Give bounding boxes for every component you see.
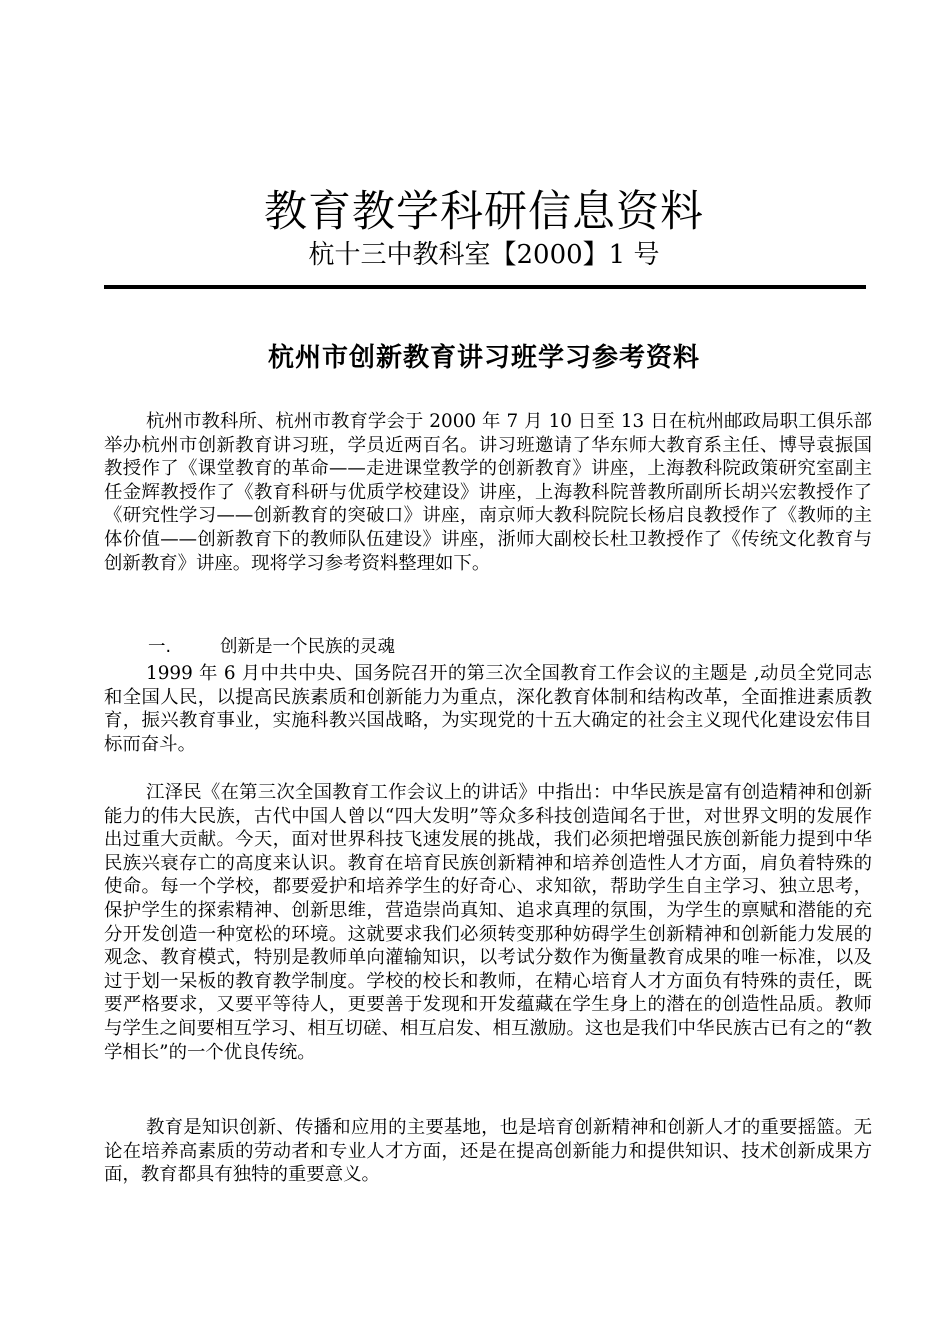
issue-number: 杭十三中教科室【2000】1 号 — [308, 240, 660, 270]
intro-paragraph: 杭州市教科所、杭州市教育学会于 2000 年 7 月 10 日至 13 日在杭州邮政局职工俱乐部举办杭州市创新教育讲习班，学员近两百名。讲习班邀请了华东师大教育系主任、博导袁振国教授作了《课堂教育的革命——走进课堂教学的创新教育》讲座，上海教科院政策研究室副主任金辉教授作了《教育科研与优质学校建设》讲座，上海教科院普教所副所长胡兴宏教授作了《研究性学习——创新教育的突破口》讲座，南京师大教科院院长杨启良教授作了《教师的主体价值——创新教育下的教师队伍建设》讲座，浙师大副校长杜卫教授作了《传统文化教育与创新教育》讲座。现将学习参考资料整理如下。 — [104, 411, 872, 574]
section-number: 一. — [148, 637, 172, 657]
header-divider — [104, 285, 866, 289]
body-paragraph: 教育是知识创新、传播和应用的主要基地，也是培育创新精神和创新人才的重要摇篮。无论在培养高素质的劳动者和专业人才方面，还是在提高创新能力和提供知识、技术创新成果方面，教育都具有独特的重要意义。 — [104, 1117, 872, 1186]
article-title: 杭州市创新教育讲习班学习参考资料 — [267, 343, 700, 373]
document-title: 教育教学科研信息资料 — [264, 187, 704, 237]
body-paragraph: 江泽民《在第三次全国教育工作会议上的讲话》中指出：中华民族是富有创造精神和创新能力的伟大民族，古代中国人曾以“四大发明”等众多科技创造闻名于世，对世界文明的发展作出过重大贡献。今天，面对世界科技飞速发展的挑战，我们必须把增强民族创新能力提到中华民族兴衰存亡的高度来认识。教育在培育民族创新精神和培养创造性人才方面，肩负着特殊的使命。每一个学校，都要爱护和培养学生的好奇心、求知欲，帮助学生自主学习、独立思考，保护学生的探索精神、创新思维，营造崇尚真知、追求真理的氛围，为学生的禀赋和潜能的充分开发创造一种宽松的环境。这就要求我们必须转变那种妨碍学生创新精神和创新能力发展的观念、教育模式，特别是教师单向灌输知识，以考试分数作为衡量教育成果的唯一标准，以及过于划一呆板的教育教学制度。学校的校长和教师，在精心培育人才方面负有特殊的责任，既要严格要求，又要平等待人，更要善于发现和开发蕴藏在学生身上的潜在的创造性品质。教师与学生之间要相互学习、相互切磋、相互启发、相互激励。这也是我们中华民族古已有之的“教学相长”的一个优良传统。 — [104, 782, 872, 1063]
body-paragraph: 1999 年 6 月中共中央、国务院召开的第三次全国教育工作会议的主题是 ,动员全党同志和全国人民，以提高民族素质和创新能力为重点，深化教育体制和结构改革，全面推进素质教育，振兴教育事业，实施科教兴国战略，为实现党的十五大确定的社会主义现代化建设宏伟目标而奋斗。 — [104, 663, 872, 755]
section-heading — [148, 635, 395, 659]
section-heading-text: 创新是一个民族的灵魂 — [220, 637, 395, 657]
